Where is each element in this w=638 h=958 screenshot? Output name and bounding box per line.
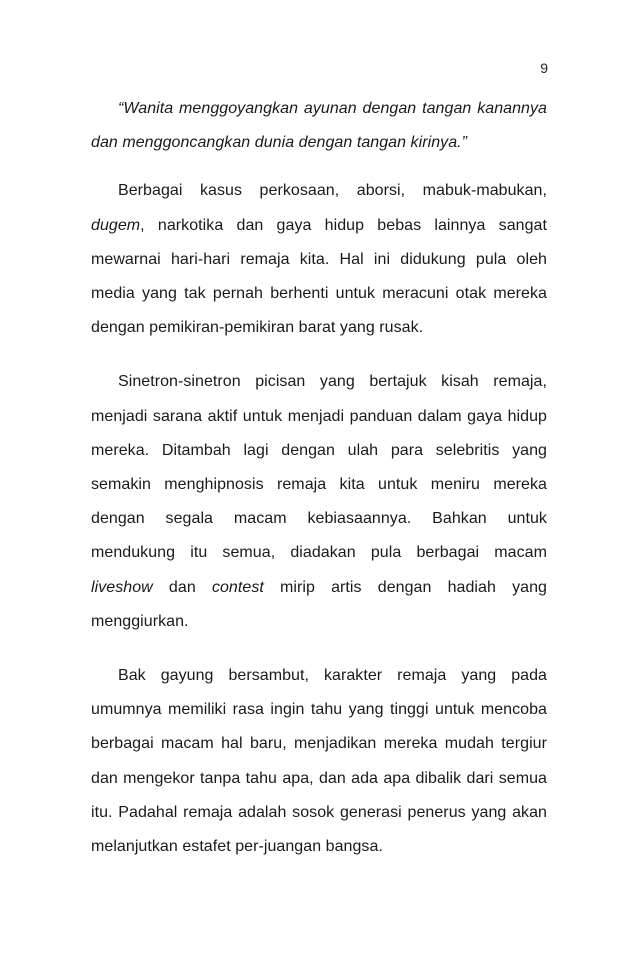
- paragraph-1-text-b: , narkotika dan gaya hidup bebas lainnya sangat mewarnai hari-hari remaja kita. Hal ini didukung pula oleh media yang tak pernah berhenti untuk meracuni otak mereka dengan pemikiran-pemikiran barat yang rusak.: [91, 216, 547, 337]
- paragraph-2-text-a: Sinetron-sinetron picisan yang bertajuk kisah remaja, menjadi sarana aktif untuk menjadi panduan dalam gaya hidup mereka. Ditambah lagi dengan ulah para selebritis yang semakin menghipnosis remaja kita untuk meniru mereka dengan segala macam kebiasaannya. Bahkan untuk mendukung itu semua, diadakan pula berbagai macam: [91, 373, 547, 562]
- paragraph-2-text-b: dan: [152, 578, 212, 596]
- paragraph-2-text-c: mirip artis dengan hadiah yang menggiurkan.: [91, 578, 547, 630]
- term-dugem: dugem: [91, 216, 141, 234]
- paragraph-1: [91, 174, 547, 345]
- opening-quote: “Wanita menggoyangkan ayunan dengan tangan kanannya dan menggoncangkan dunia dengan tangan kirinya.”: [91, 100, 547, 152]
- paragraph-1-text-a: Berbagai kasus perkosaan, aborsi, mabuk-mabukan,: [118, 182, 547, 200]
- term-contest: contest: [211, 578, 264, 596]
- paragraph-2: [91, 365, 547, 639]
- page-number: 9: [540, 60, 548, 76]
- paragraph-3: Bak gayung bersambut, karakter remaja yang pada umumnya memiliki rasa ingin tahu yang tinggi untuk mencoba berbagai macam hal baru, menjadikan mereka mudah tergiur dan mengekor tanpa tahu apa, dan ada apa dibalik dari semua itu. Padahal remaja adalah sosok generasi penerus yang akan melanjutkan estafet per-juangan bangsa.: [91, 667, 547, 856]
- term-liveshow: liveshow: [91, 578, 153, 596]
- page-body: [91, 92, 547, 884]
